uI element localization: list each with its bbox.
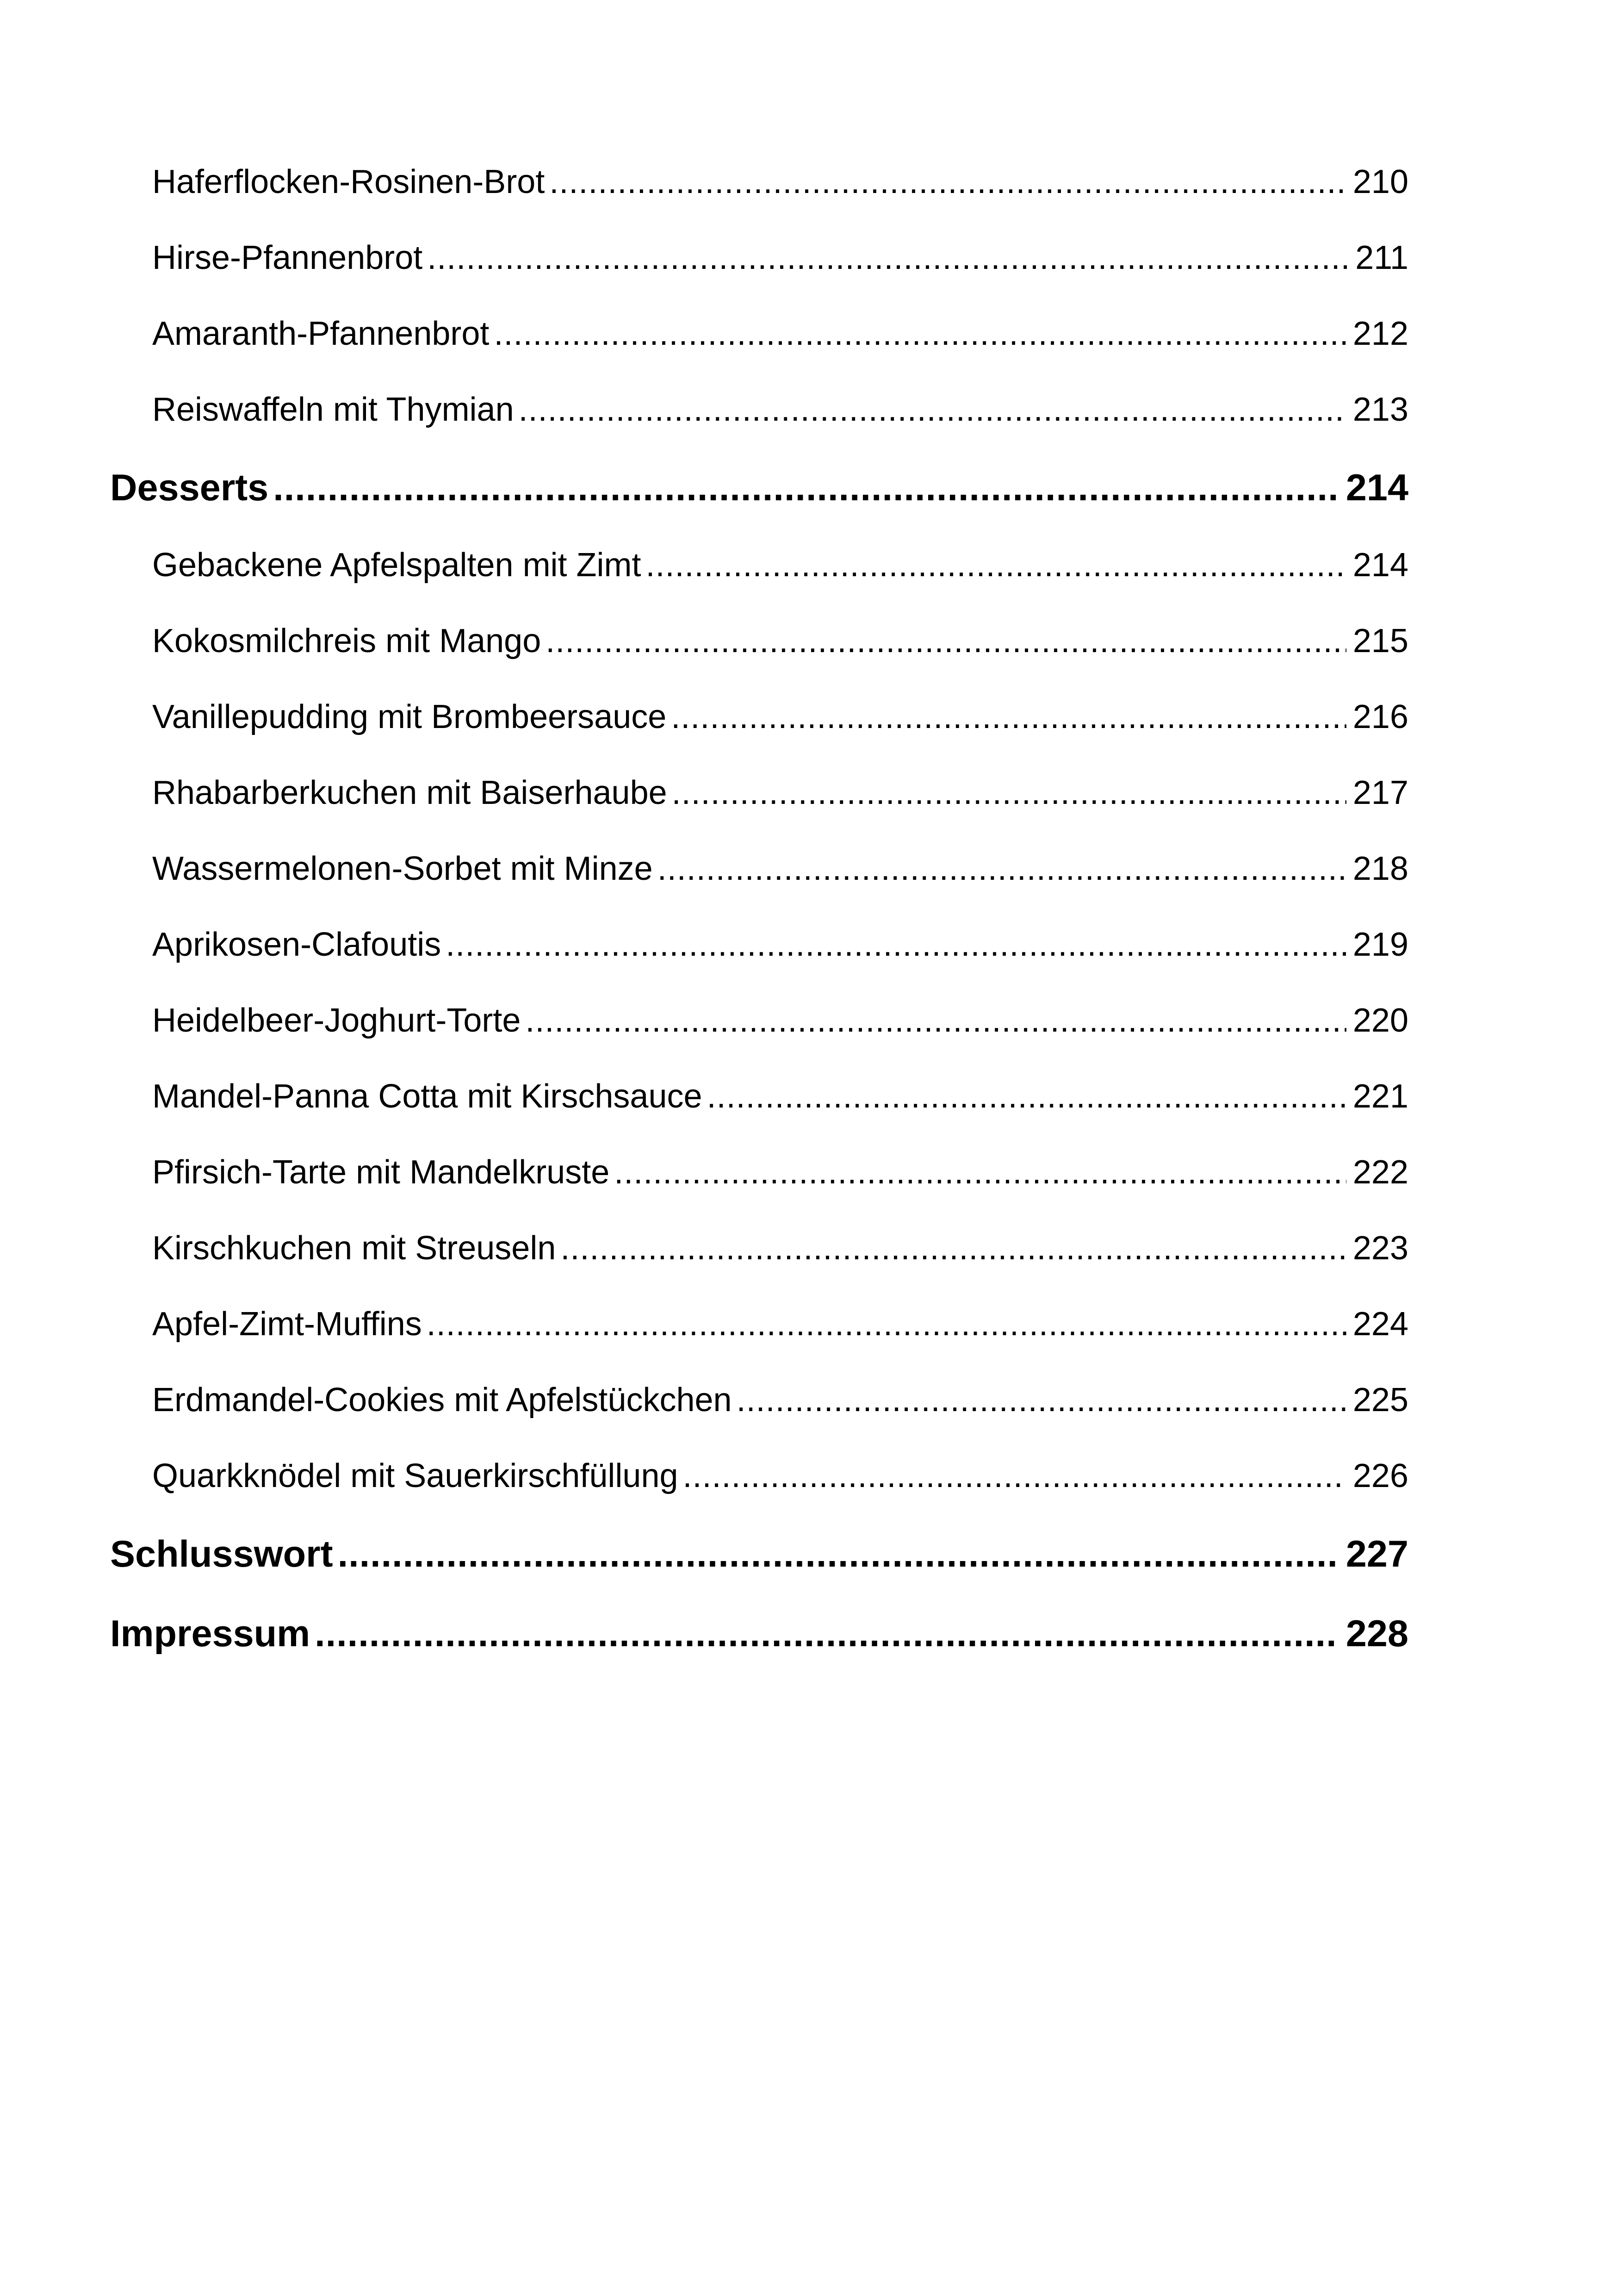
toc-entry-kirschkuchen[interactable] bbox=[110, 1229, 1408, 1305]
toc-entry-page: 219 bbox=[1352, 926, 1408, 963]
toc-entry-page: 210 bbox=[1352, 163, 1408, 200]
toc-entry-title: Amaranth-Pfannenbrot bbox=[152, 315, 494, 353]
toc-chapter-title: Desserts bbox=[110, 467, 273, 510]
toc-entry-pfirsich-tarte[interactable] bbox=[110, 1153, 1408, 1229]
toc-entry-apfel-zimt-muffins[interactable] bbox=[110, 1305, 1408, 1381]
toc-entry-title: Gebackene Apfelspalten mit Zimt bbox=[152, 546, 646, 584]
toc-chapter-desserts[interactable] bbox=[110, 467, 1408, 546]
toc-entry-gebackene-apfelspalten[interactable] bbox=[110, 546, 1408, 622]
toc-entry-title: Reiswaffeln mit Thymian bbox=[152, 391, 519, 429]
toc-entry-title: Heidelbeer-Joghurt-Torte bbox=[152, 1002, 525, 1039]
toc-entry-page: 226 bbox=[1352, 1457, 1408, 1494]
dot-leader bbox=[549, 163, 1346, 201]
toc-entry-title: Wassermelonen-Sorbet mit Minze bbox=[152, 850, 657, 888]
dot-leader bbox=[519, 391, 1346, 429]
dot-leader bbox=[657, 850, 1346, 888]
dot-leader bbox=[560, 1229, 1346, 1267]
toc-entry-title: Rhabarberkuchen mit Baiserhaube bbox=[152, 774, 672, 812]
toc-entry-page: 223 bbox=[1352, 1230, 1408, 1267]
toc-entry-page: 218 bbox=[1352, 850, 1408, 887]
toc-entry-amaranth-pfannenbrot[interactable] bbox=[110, 315, 1408, 391]
toc-entry-page: 214 bbox=[1352, 547, 1408, 584]
toc-entry-erdmandel-cookies[interactable] bbox=[110, 1381, 1408, 1457]
toc-entry-page: 217 bbox=[1352, 774, 1408, 811]
dot-leader bbox=[494, 315, 1346, 353]
toc-entry-vanillepudding[interactable] bbox=[110, 698, 1408, 774]
toc-entry-page: 212 bbox=[1352, 315, 1408, 352]
dot-leader bbox=[273, 467, 1339, 510]
toc-entry-title: Vanillepudding mit Brombeersauce bbox=[152, 698, 671, 736]
toc-entry-hirse-pfannenbrot[interactable] bbox=[110, 239, 1408, 315]
toc-entry-aprikosen-clafoutis[interactable] bbox=[110, 926, 1408, 1002]
toc-entry-page: 221 bbox=[1352, 1078, 1408, 1115]
toc-entry-mandel-panna-cotta[interactable] bbox=[110, 1077, 1408, 1153]
dot-leader bbox=[546, 622, 1346, 660]
dot-leader bbox=[672, 774, 1346, 812]
toc-entry-title: Erdmandel-Cookies mit Apfelstückchen bbox=[152, 1381, 737, 1419]
toc-entry-page: 213 bbox=[1352, 391, 1408, 428]
dot-leader bbox=[427, 239, 1349, 277]
toc-entry-page: 225 bbox=[1352, 1381, 1408, 1419]
toc-entry-title: Haferflocken-Rosinen-Brot bbox=[152, 163, 549, 201]
dot-leader bbox=[525, 1002, 1346, 1039]
toc-entry-title: Mandel-Panna Cotta mit Kirschsauce bbox=[152, 1077, 707, 1115]
toc-entry-quarkknoedel[interactable] bbox=[110, 1457, 1408, 1533]
toc-entry-page: 224 bbox=[1352, 1306, 1408, 1343]
dot-leader bbox=[683, 1457, 1346, 1495]
toc-chapter-page: 214 bbox=[1345, 467, 1408, 509]
dot-leader bbox=[315, 1612, 1339, 1655]
dot-leader bbox=[427, 1305, 1346, 1343]
toc-entry-haferflocken-rosinen-brot[interactable] bbox=[110, 163, 1408, 239]
toc-chapter-page: 227 bbox=[1345, 1533, 1408, 1575]
toc-entry-title: Kokosmilchreis mit Mango bbox=[152, 622, 546, 660]
toc-entry-kokosmilchreis[interactable] bbox=[110, 622, 1408, 698]
dot-leader bbox=[446, 926, 1346, 964]
toc-chapter-title: Schlusswort bbox=[110, 1533, 338, 1576]
dot-leader bbox=[338, 1533, 1339, 1576]
toc-entry-page: 211 bbox=[1355, 239, 1408, 276]
toc-entry-reiswaffeln-mit-thymian[interactable] bbox=[110, 391, 1408, 467]
toc-chapter-page: 228 bbox=[1345, 1613, 1408, 1655]
dot-leader bbox=[737, 1381, 1346, 1419]
dot-leader bbox=[646, 546, 1346, 584]
dot-leader bbox=[671, 698, 1346, 736]
toc-entry-page: 216 bbox=[1352, 698, 1408, 735]
dot-leader bbox=[614, 1153, 1346, 1191]
toc-entry-page: 222 bbox=[1352, 1154, 1408, 1191]
toc-chapter-title: Impressum bbox=[110, 1612, 315, 1655]
toc-entry-title: Hirse-Pfannenbrot bbox=[152, 239, 427, 277]
toc-chapter-schlusswort[interactable] bbox=[110, 1533, 1408, 1612]
toc-entry-title: Kirschkuchen mit Streuseln bbox=[152, 1229, 560, 1267]
toc-entry-page: 215 bbox=[1352, 622, 1408, 660]
toc-entry-title: Aprikosen-Clafoutis bbox=[152, 926, 446, 964]
toc-entry-title: Quarkknödel mit Sauerkirschfüllung bbox=[152, 1457, 683, 1495]
toc-entry-title: Pfirsich-Tarte mit Mandelkruste bbox=[152, 1153, 614, 1191]
toc-chapter-impressum[interactable] bbox=[110, 1612, 1408, 1692]
dot-leader bbox=[707, 1077, 1346, 1115]
toc-entry-wassermelonen-sorbet[interactable] bbox=[110, 850, 1408, 926]
toc-entry-rhabarberkuchen[interactable] bbox=[110, 774, 1408, 850]
toc-entry-title: Apfel-Zimt-Muffins bbox=[152, 1305, 427, 1343]
table-of-contents bbox=[110, 163, 1408, 1692]
toc-entry-page: 220 bbox=[1352, 1002, 1408, 1039]
toc-entry-heidelbeer-joghurt-torte[interactable] bbox=[110, 1002, 1408, 1077]
